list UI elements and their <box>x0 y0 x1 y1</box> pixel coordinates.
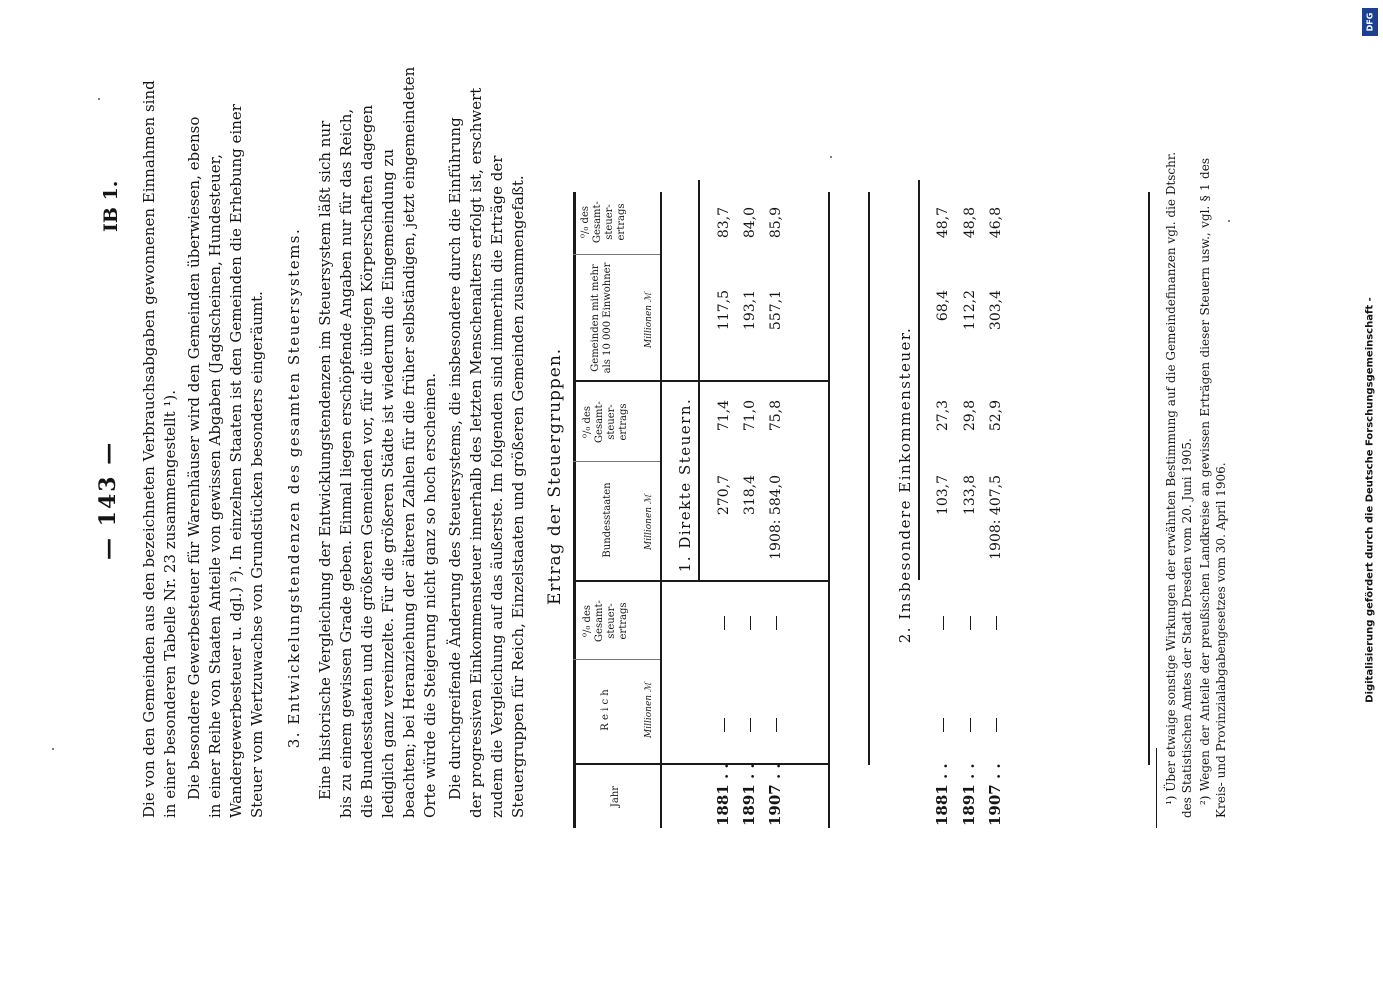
section-heading: 3. Entwickelungstendenzen des gesamten Steuersystems. <box>285 227 303 749</box>
col-header-bund: Bundesstaaten <box>602 482 613 558</box>
empty-cell-dash <box>750 718 751 732</box>
intro-line: in einer besonderen Tabelle Nr. 23 zusammengestellt ¹). <box>161 389 179 818</box>
col-rule-light <box>573 461 660 462</box>
page-number: — 143 — <box>95 440 121 560</box>
table-cell: 46,8 <box>988 207 1004 239</box>
table-title: Ertrag der Steuergruppen. <box>545 347 565 605</box>
table-cell: 112,2 <box>962 290 978 331</box>
table-end-rule <box>1148 192 1150 765</box>
scan-speck <box>830 156 832 158</box>
group-heading: 1. Direkte Steuern. <box>676 397 694 573</box>
footnote-line: Kreis- und Provinzialabgabengesetzes vom 30. April 1906. <box>1214 462 1228 818</box>
col-header-reich-pct: ⁰/₀ des Gesamt- steuer- ertrags <box>582 600 629 642</box>
col-header-gem: Gemeinden mit mehr als 10 000 Einwohner <box>590 262 613 374</box>
group-rule <box>698 180 700 580</box>
footnote-line: des Statistischen Amtes der Stadt Dresden vom 20. Juni 1905. <box>1180 438 1194 818</box>
table-bottom-rule <box>828 192 830 828</box>
table-cell: 83,7 <box>716 207 732 239</box>
col-header-bund-pct: ⁰/₀ des Gesamt- steuer- ertrags <box>582 401 629 443</box>
table-cell: 103,7 <box>935 475 951 516</box>
table-cell: 557,1 <box>768 290 784 331</box>
table-row-year: 1881 . . <box>714 763 732 826</box>
table-cell: 1908: 407,5 <box>988 475 1004 560</box>
empty-cell-dash <box>776 718 777 732</box>
table-cell: 48,7 <box>935 207 951 239</box>
empty-cell-dash <box>750 616 751 630</box>
col-header-year: Jahr <box>610 785 621 808</box>
table-cell: 84,0 <box>742 207 758 239</box>
table-cell: 27,3 <box>935 400 951 432</box>
unit-label: Millionen ℳ <box>644 682 654 738</box>
footnote-separator <box>1156 748 1157 828</box>
intro-line: Steuer vom Wertzuwachse von Grundstücken besonders eingeräumt. <box>248 291 266 818</box>
group-heading: 2. Insbesondere Einkommensteuer. <box>896 326 914 644</box>
table-cell: 75,8 <box>768 400 784 432</box>
empty-cell-dash <box>970 718 971 732</box>
para-line: Orte würde die Steigerung nicht ganz so hoch erscheinen. <box>421 372 439 818</box>
para-line: Die durchgreifende Änderung des Steuersystems, die insbesondere durch die Einführung <box>446 117 464 800</box>
para-line: beachten; bei Heranziehung der älteren Zahlen für die früher selbständigen, jetzt eingemeindeten <box>400 66 418 818</box>
empty-cell-dash <box>943 616 944 630</box>
para-line: Eine historische Vergleichung der Entwicklungstendenzen im Steuersystem läßt sich nur <box>316 120 334 800</box>
table-row-year: 1891 . . <box>960 763 978 826</box>
table-top-rule <box>573 192 576 828</box>
intro-line: Die von den Gemeinden aus den bezeichneten Verbrauchsabgaben gewonnenen Einnahmen sind <box>140 80 158 818</box>
empty-cell-dash <box>996 718 997 732</box>
table-cell: 52,9 <box>988 400 1004 432</box>
table-cell: 303,4 <box>988 290 1004 331</box>
section-mark: IB 1. <box>100 180 122 232</box>
table-cell: 85,9 <box>768 207 784 239</box>
col-header-gem-pct: ⁰/₀ des Gesamt- steuer- ertrags <box>580 201 627 243</box>
empty-cell-dash <box>724 718 725 732</box>
empty-cell-dash <box>970 616 971 630</box>
table-cell: 318,4 <box>742 475 758 516</box>
unit-label: Millionen ℳ <box>644 494 654 550</box>
dfg-logo: DFG <box>1362 8 1378 36</box>
col-rule-light <box>573 254 660 255</box>
intro-line: Wandergewerbesteuer u. dgl.) ²). In einzelnen Staaten ist den Gemeinden die Erhebung einer <box>227 104 245 818</box>
table-row-year: 1907 . . <box>766 763 784 826</box>
scan-speck <box>1228 220 1230 222</box>
table-cell: 71,4 <box>716 400 732 432</box>
col-rule <box>573 581 828 583</box>
unit-label: Millionen ℳ <box>644 292 654 348</box>
table-cell: 48,8 <box>962 207 978 239</box>
empty-cell-dash <box>776 616 777 630</box>
table-header-rule <box>660 192 662 828</box>
group-rule <box>918 180 920 580</box>
col-rule-light <box>573 659 660 660</box>
intro-line: Die besondere Gewerbesteuer für Warenhäuser wird den Gemeinden überwiesen, ebenso <box>185 116 203 800</box>
para-line: lediglich ganz vereinzelte. Für die größeren Städte ist wiederum die Eingemeindung zu <box>379 148 397 818</box>
col-header-reich: R e i c h <box>600 689 611 731</box>
table-cell: 133,8 <box>962 475 978 516</box>
para-line: bis zu einem gewissen Grade geben. Einmal liegen erschöpfende Angaben nur für das Reich, <box>337 108 355 818</box>
para-line: zudem die Vergleichung auf das äußerste. Im folgenden sind immerhin die Erträge der <box>488 155 506 818</box>
table-row-year: 1907 . . <box>986 763 1004 826</box>
table-cell: 71,0 <box>742 400 758 432</box>
empty-cell-dash <box>996 616 997 630</box>
table-cell: 193,1 <box>742 290 758 331</box>
table-row-year: 1881 . . <box>933 763 951 826</box>
table-cell: 29,8 <box>962 400 978 432</box>
group-bottom-rule <box>868 192 870 765</box>
table-cell: 117,5 <box>716 290 732 331</box>
scan-speck <box>52 748 54 750</box>
para-line: Steuergruppen für Reich, Einzelstaaten und größeren Gemeinden zusammengefaßt. <box>509 175 527 818</box>
table-cell: 270,7 <box>716 475 732 516</box>
para-line: der progressiven Einkommensteuer innerhalb des letzten Menschenalters erfolgt ist, erschwert <box>467 87 485 818</box>
table-row-year: 1891 . . <box>740 763 758 826</box>
col-rule <box>573 381 828 383</box>
footnote-line: ²) Wegen der Anteile der preußischen Landkreise an gewissen Erträgen dieser Steuern usw., vgl. § 1 des <box>1198 158 1212 805</box>
para-line: die Bundesstaaten und die größeren Gemeinden vor, für die übrigen Körperschaften dagegen <box>358 104 376 818</box>
footnote-line: ¹) Über etwaige sonstige Wirkungen der erwähnten Bestimmung auf die Gemeindefinanzen vgl. die Dtschr. <box>1164 151 1178 805</box>
digitization-credit: Digitalisierung gefördert durch die Deutsche Forschungsgemeinschaft - <box>1364 297 1376 703</box>
intro-line: in einer Reihe von Staaten Anteile von gewissen Abgaben (Jagdscheinen, Hundesteuer, <box>206 154 224 818</box>
scan-speck <box>98 98 100 100</box>
empty-cell-dash <box>724 616 725 630</box>
table-cell: 1908: 584,0 <box>768 475 784 560</box>
empty-cell-dash <box>943 718 944 732</box>
table-cell: 68,4 <box>935 290 951 322</box>
